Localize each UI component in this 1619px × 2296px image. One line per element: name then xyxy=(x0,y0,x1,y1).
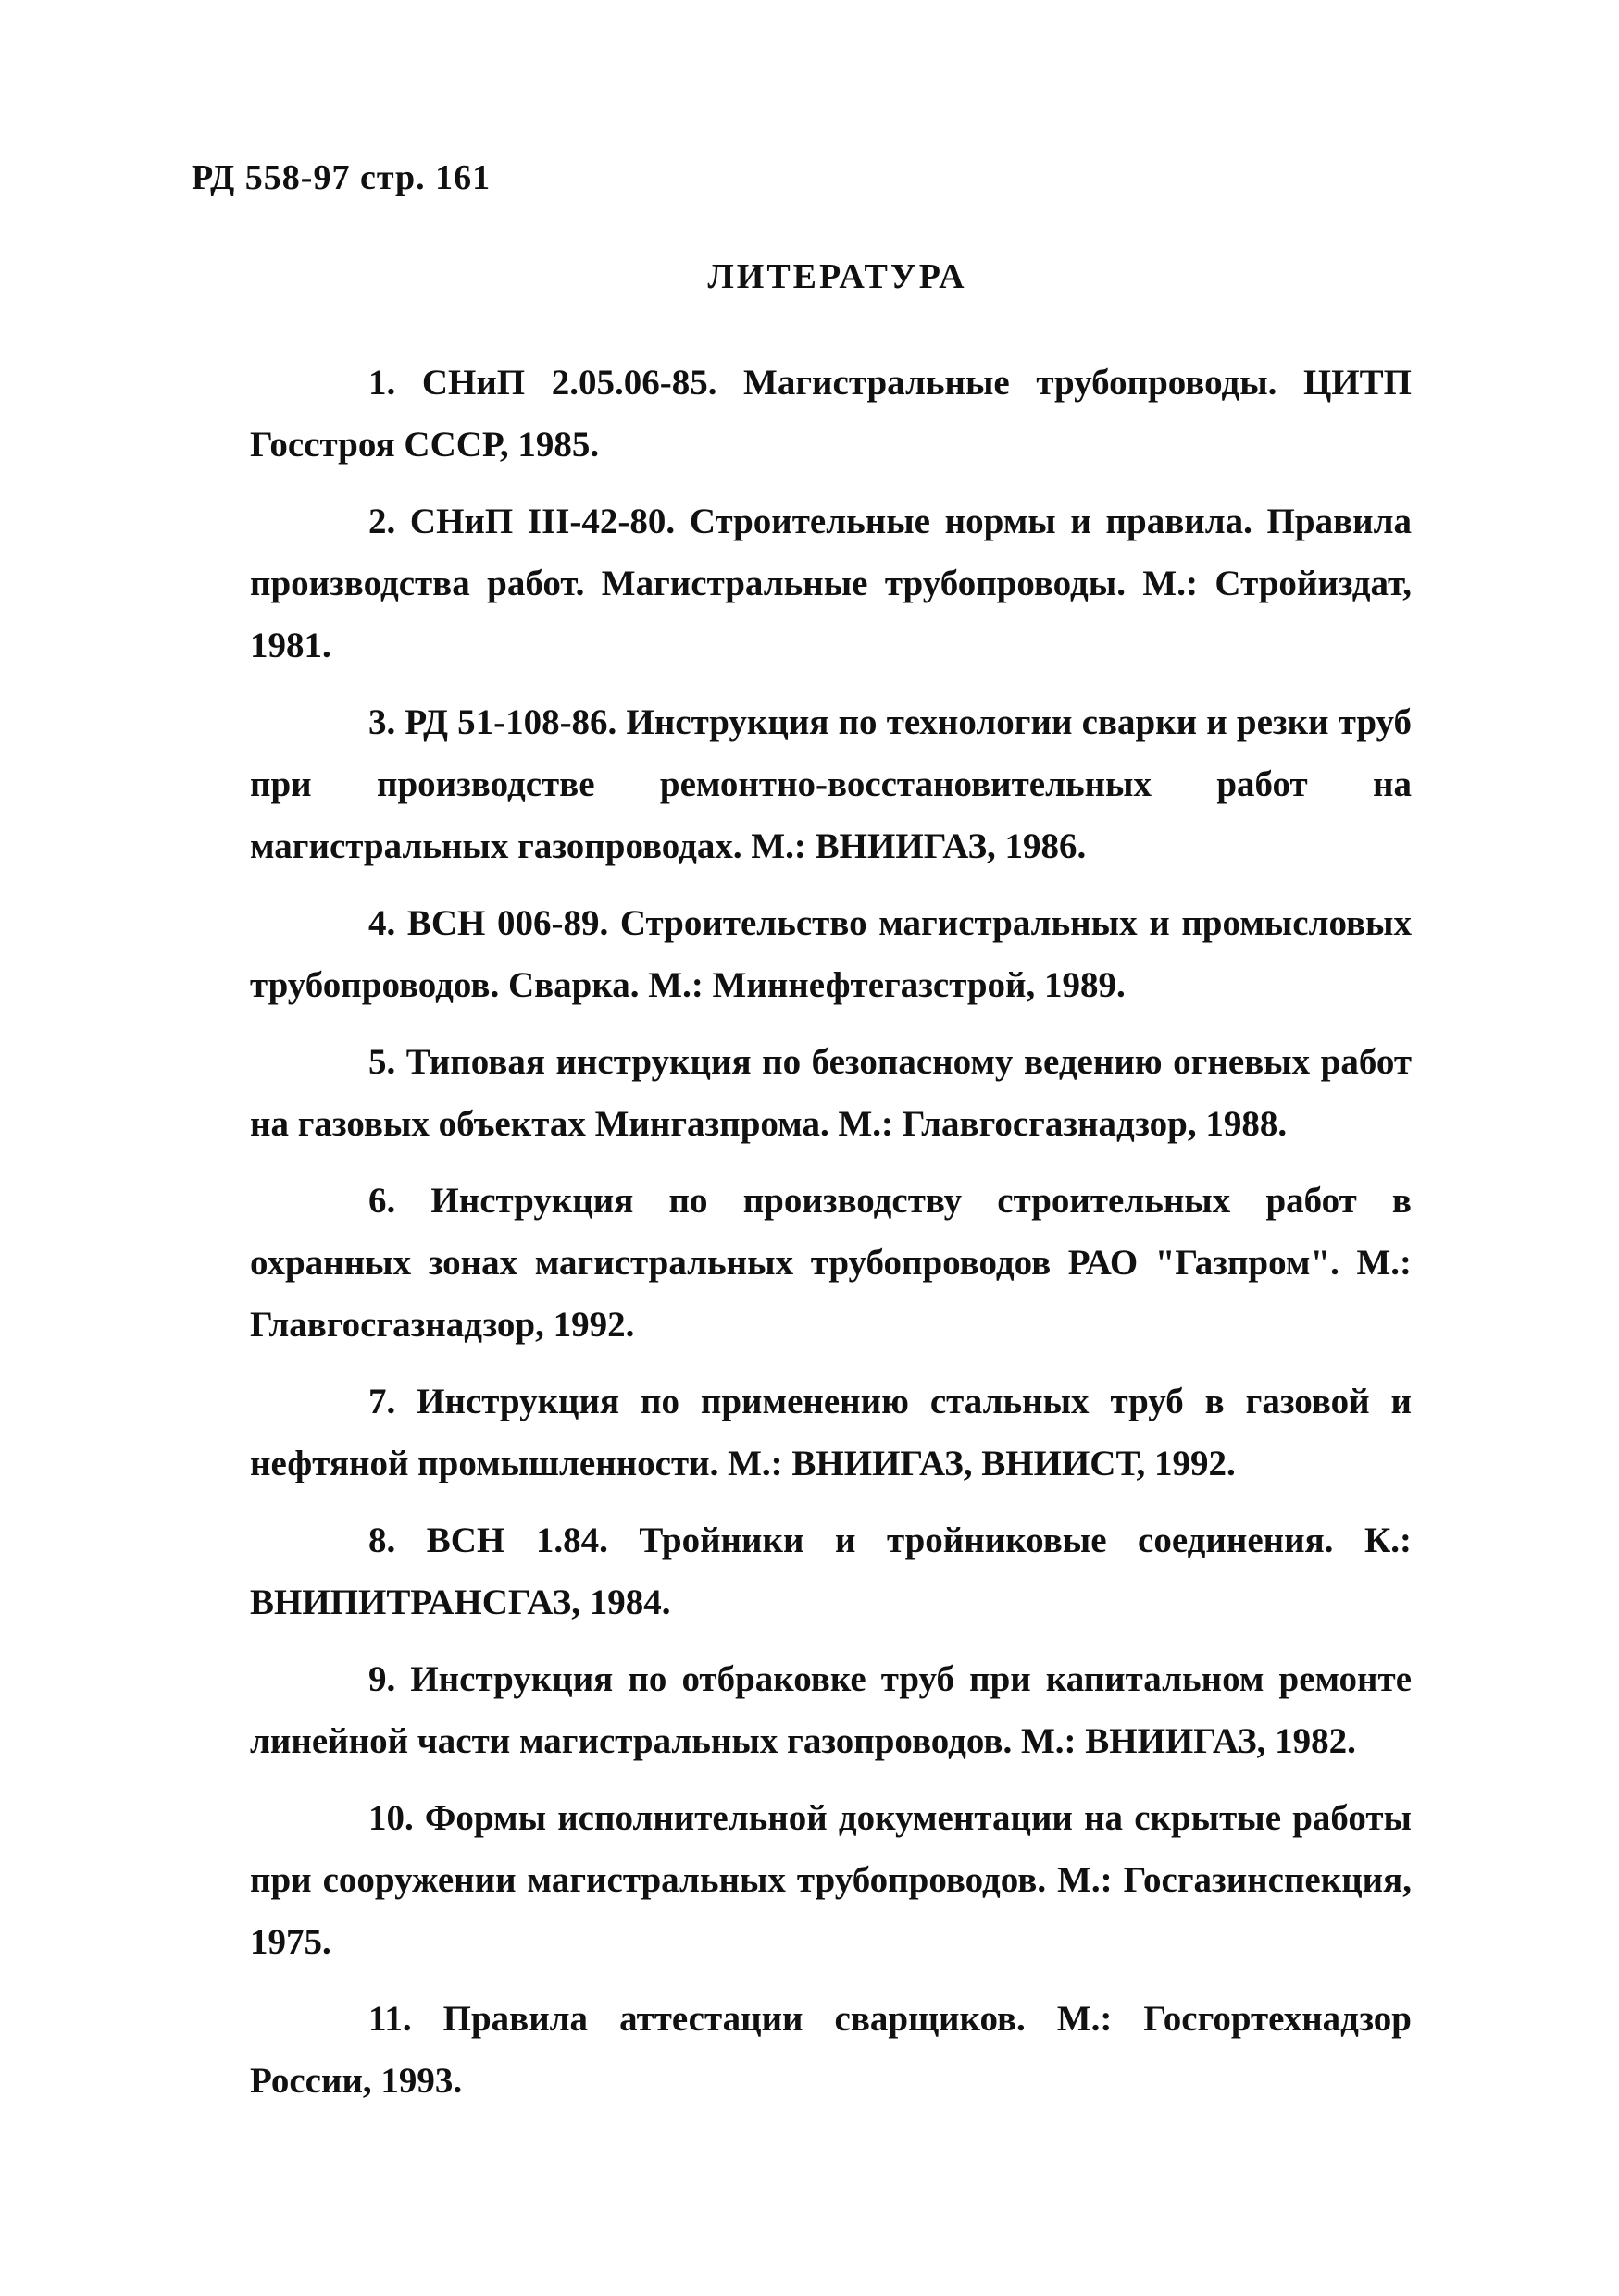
reference-item-1: 1. СНиП 2.05.06-85. Магистральные трубопроводы. ЦИТП Госстроя СССР, 1985. xyxy=(250,363,1412,465)
reference-item-11: 11. Правила аттестации сварщиков. М.: Госгортехнадзор России, 1993. xyxy=(250,1999,1412,2101)
section-title: ЛИТЕРАТУРА xyxy=(707,257,967,296)
reference-item-5: 5. Типовая инструкция по безопасному ведению огневых работ на газовых объектах Мингазпрома. М.: Главгосгазнадзор, 1988. xyxy=(250,1042,1412,1144)
reference-item-9: 9. Инструкция по отбраковке труб при капитальном ремонте линейной части магистральных газопроводов. М.: ВНИИГАЗ, 1982. xyxy=(250,1659,1412,1761)
reference-item-4: 4. ВСН 006-89. Строительство магистральных и промысловых трубопроводов. Сварка. М.: Миннефтегазстрой, 1989. xyxy=(250,903,1412,1005)
reference-item-7: 7. Инструкция по применению стальных труб в газовой и нефтяной промышленности. М.: ВНИИГАЗ, ВНИИСТ, 1992. xyxy=(250,1382,1412,1483)
reference-item-8: 8. ВСН 1.84. Тройники и тройниковые соединения. К.: ВНИПИТРАНСГАЗ, 1984. xyxy=(250,1520,1412,1622)
page-header: РД 558-97 стр. 161 xyxy=(192,158,492,197)
reference-item-3: 3. РД 51-108-86. Инструкция по технологии сварки и резки труб при производстве ремонтно-восстановительных работ на магистральных газопроводах. М.: ВНИИГАЗ, 1986. xyxy=(250,702,1412,866)
reference-item-10: 10. Формы исполнительной документации на скрытые работы при сооружении магистральных трубопроводов. М.: Госгазинспекция, 1975. xyxy=(250,1798,1412,1962)
reference-item-6: 6. Инструкция по производству строительных работ в охранных зонах магистральных трубопроводов РАО "Газпром". М.: Главгосгазнадзор, 1992. xyxy=(250,1181,1412,1345)
reference-item-2: 2. СНиП III-42-80. Строительные нормы и правила. Правила производства работ. Магистральные трубопроводы. М.: Стройиздат, 1981. xyxy=(250,502,1412,665)
reference-list xyxy=(250,352,1412,2127)
